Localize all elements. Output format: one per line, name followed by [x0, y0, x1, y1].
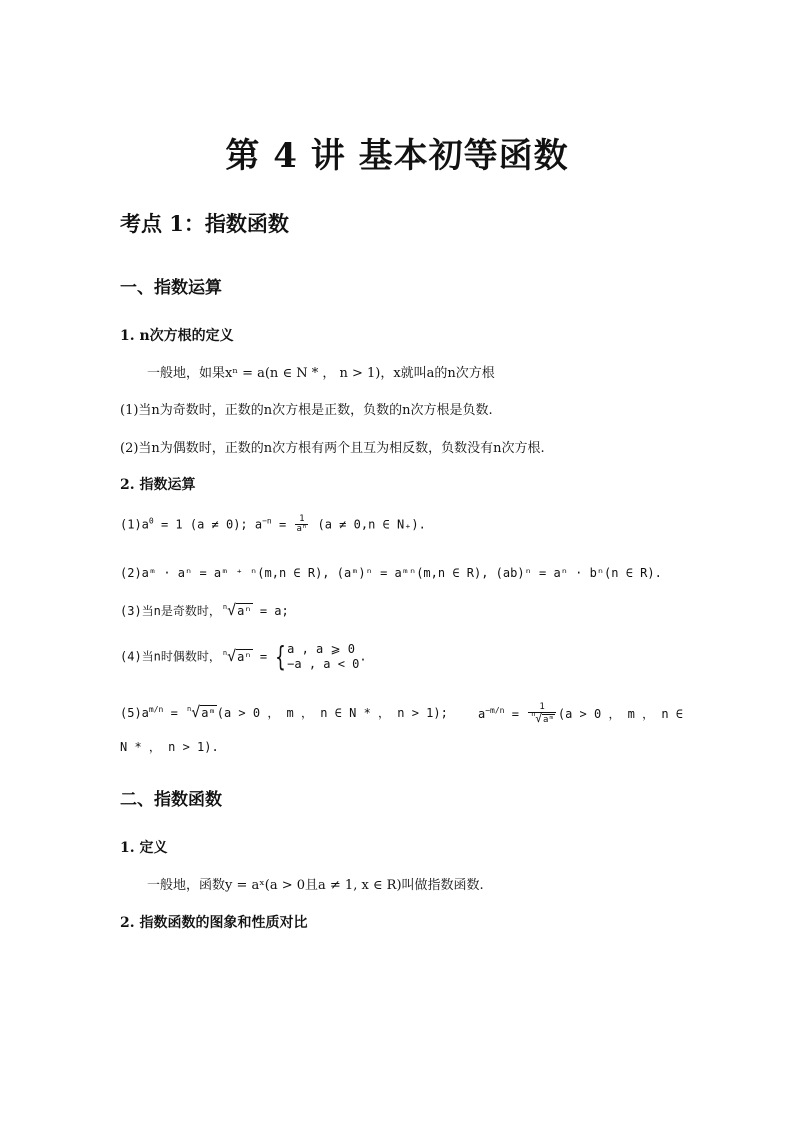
formula-negative-fractional-exponent: $a^{-m/n}$ = $\frac{1}{^n√aᵐ}$ (a > 0 ， m ， n ∈ [478, 702, 684, 726]
formula-fractional-exponent: $(5)a^{m/n}$ = $^n$√aᵐ(a > 0 ， m ， n ∈ N * ， n > 1); [120, 703, 448, 721]
piecewise-cases: a , a ⩾ 0 −a , a < 0 [287, 642, 360, 671]
radical: $^n$√aⁿ [222, 646, 252, 665]
odd-root-rule: (1)当n为奇数时，正数的n次方根是正数，负数的n次方根是负数. [120, 403, 493, 418]
even-root-rule: (2)当n为偶数时，正数的n次方根有两个且互为相反数，负数没有n次方根. [120, 441, 545, 456]
fraction: $\frac{1}{^n√aᵐ}$ [528, 703, 556, 726]
subheading-graph-and-properties: 2. 指数函数的图象和性质对比 [120, 915, 308, 931]
formula-even-root: (4)当n时偶数时， $^n$√aⁿ = { a , a ⩾ 0 −a , a < 0 . [120, 640, 367, 673]
section-heading-exponential-function: 二、指数函数 [120, 790, 222, 810]
formula-zero-and-negative-exponent: $(1)a^0 = 1$ (a ≠ 0); $a^{-n}$ = $\frac{1}{\text{aⁿ}}$ (a ≠ 0,n ∈ N₊). [120, 514, 426, 535]
subheading-exponent-operations: 2. 指数运算 [120, 477, 196, 493]
radical: $^n$√aⁿ [222, 601, 252, 619]
left-brace: { [275, 640, 286, 673]
fraction: $\frac{1}{\text{aⁿ}}$ [296, 514, 308, 535]
section-heading-exponent-operations: 一、指数运算 [120, 278, 222, 298]
topic-heading: 考点 1：指数函数 [120, 211, 289, 236]
exponential-function-definition: 一般地，函数y = aˣ(a > 0且a ≠ 1, x ∈ R)叫做指数函数. [147, 878, 484, 893]
subheading-nth-root-definition: 1. n次方根的定义 [120, 328, 234, 344]
page-title: 第 4 讲 基本初等函数 [225, 136, 569, 176]
formula-fractional-exponent-continued: N * ， n > 1). [120, 740, 219, 754]
nth-root-definition-text: 一般地，如果xⁿ = a(n ∈ N * ， n > 1)，x就叫a的n次方根 [147, 366, 495, 381]
subheading-definition: 1. 定义 [120, 840, 168, 856]
radical: $^n$√aᵐ [187, 703, 216, 721]
formula-odd-root: (3)当n是奇数时， $^n$√aⁿ = a; [120, 601, 289, 619]
formula-power-rules: (2)aᵐ · aⁿ = aᵐ ⁺ ⁿ(m,n ∈ R), (aᵐ)ⁿ = aᵐⁿ(m,n ∈ R), (ab)ⁿ = aⁿ · bⁿ(n ∈ R). [120, 566, 662, 580]
